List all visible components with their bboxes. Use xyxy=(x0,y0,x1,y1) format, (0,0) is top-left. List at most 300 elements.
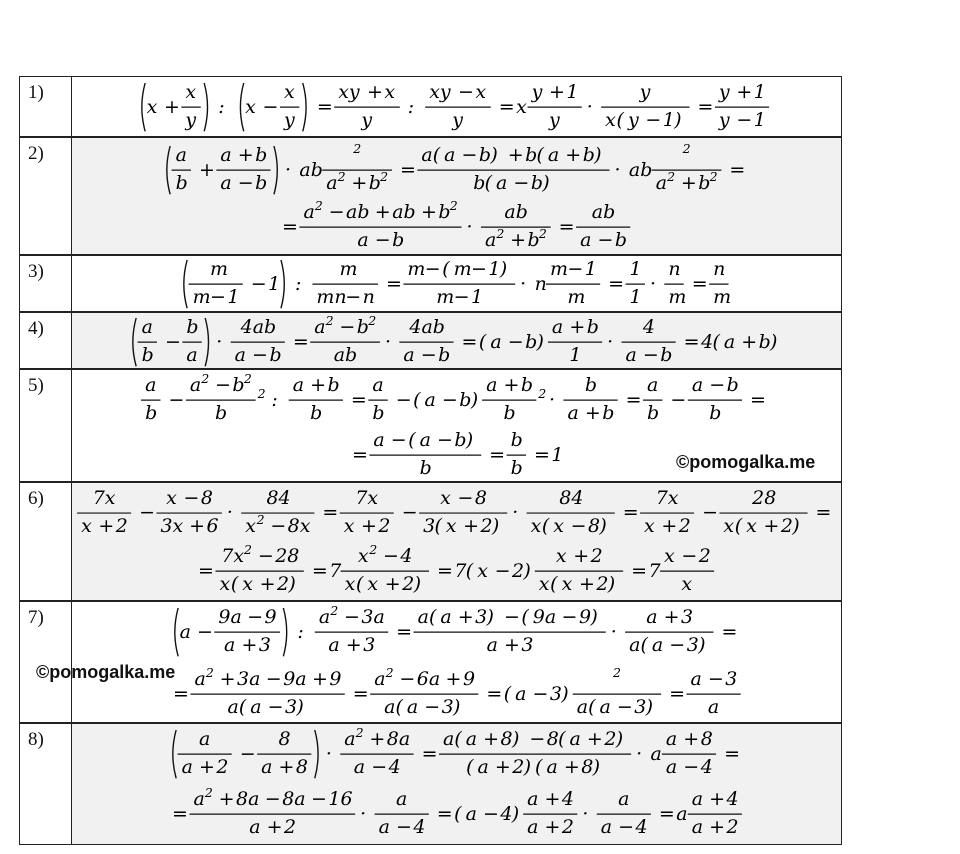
svg-text:=: = xyxy=(697,95,714,118)
svg-text:2: 2 xyxy=(201,372,210,386)
svg-text:8: 8 xyxy=(295,755,308,778)
svg-text:b: b xyxy=(392,228,405,251)
svg-text:+: + xyxy=(503,633,520,656)
svg-text:2: 2 xyxy=(480,514,493,537)
svg-text:a: a xyxy=(444,143,456,166)
svg-text:m: m xyxy=(453,257,472,280)
svg-text:a: a xyxy=(419,428,432,451)
svg-text:−: − xyxy=(461,143,478,166)
svg-text:2: 2 xyxy=(402,572,415,595)
svg-text:84: 84 xyxy=(265,486,291,509)
svg-text::: : xyxy=(297,620,304,643)
svg-text:−: − xyxy=(645,108,662,131)
problem-number: 2) xyxy=(20,138,72,254)
svg-text:−: − xyxy=(375,228,392,251)
svg-text:(: ( xyxy=(465,755,474,778)
svg-text:(: ( xyxy=(454,727,462,750)
svg-text:ab: ab xyxy=(392,200,417,223)
problem-number: 5) xyxy=(20,370,72,481)
svg-text:4: 4 xyxy=(561,787,574,810)
svg-text:=: = xyxy=(351,388,368,411)
svg-text:(: ( xyxy=(557,727,566,750)
solution-line xyxy=(72,727,841,781)
svg-text:2: 2 xyxy=(709,168,718,184)
svg-text:=: = xyxy=(282,215,299,238)
svg-text:−: − xyxy=(458,80,475,103)
svg-text:+: + xyxy=(494,755,511,778)
svg-text:ab: ab xyxy=(592,200,616,223)
svg-text:ab: ab xyxy=(346,200,370,223)
svg-text:m: m xyxy=(209,257,228,280)
svg-text:b: b xyxy=(478,143,492,166)
svg-text:x: x xyxy=(745,514,757,537)
svg-text:a: a xyxy=(465,727,477,750)
svg-text:−: − xyxy=(262,95,279,118)
svg-text:b: b xyxy=(356,315,369,338)
svg-text:ab: ab xyxy=(628,158,653,181)
solution-line xyxy=(72,200,841,254)
svg-text:a: a xyxy=(514,682,527,705)
svg-text:2: 2 xyxy=(355,726,364,740)
svg-text:a: a xyxy=(181,755,193,778)
svg-text:a: a xyxy=(617,787,629,810)
svg-text:ab: ab xyxy=(299,158,323,181)
svg-text:b: b xyxy=(255,171,268,194)
svg-text:=: = xyxy=(622,501,639,524)
svg-text:+: + xyxy=(507,143,524,166)
solution-line xyxy=(72,80,841,134)
svg-text:b: b xyxy=(368,171,381,194)
svg-text:−: − xyxy=(442,388,459,411)
svg-text:): ) xyxy=(296,695,304,718)
svg-text:3: 3 xyxy=(422,514,435,537)
svg-text:−: − xyxy=(707,667,724,690)
solution-content xyxy=(72,483,841,600)
svg-text:b: b xyxy=(524,330,538,353)
svg-text:n: n xyxy=(534,272,547,295)
svg-text:y: y xyxy=(284,108,296,131)
svg-text:−: − xyxy=(503,605,520,628)
svg-text:b: b xyxy=(186,315,199,338)
math-expression xyxy=(276,200,636,254)
svg-text:m: m xyxy=(549,257,568,280)
svg-text:): ) xyxy=(674,108,682,131)
svg-text:9: 9 xyxy=(329,667,342,690)
svg-text:x: x xyxy=(165,486,177,509)
svg-text:4: 4 xyxy=(700,330,713,353)
svg-text:−: − xyxy=(453,285,470,308)
svg-text:2: 2 xyxy=(377,514,390,537)
svg-text:m: m xyxy=(435,285,454,308)
svg-text:a: a xyxy=(373,428,385,451)
svg-text:a: a xyxy=(477,755,489,778)
svg-text:(: ( xyxy=(433,514,442,537)
svg-text:−: − xyxy=(390,428,407,451)
svg-text:+: + xyxy=(421,200,438,223)
solution-line xyxy=(72,787,841,841)
svg-text:·: · xyxy=(614,158,621,181)
svg-text:(: ( xyxy=(536,143,544,166)
svg-text:+: + xyxy=(462,514,479,537)
svg-text:−: − xyxy=(398,667,415,690)
svg-text:+: + xyxy=(266,815,283,838)
svg-text:3: 3 xyxy=(549,682,562,705)
svg-text:2: 2 xyxy=(596,572,609,595)
problem-number: 8) xyxy=(20,724,72,844)
svg-text:−: − xyxy=(344,285,361,308)
svg-text:b: b xyxy=(437,343,451,366)
svg-text:+: + xyxy=(360,514,377,537)
svg-text:a: a xyxy=(526,787,538,810)
svg-text:m: m xyxy=(668,285,687,308)
svg-text:b: b xyxy=(758,330,771,353)
svg-text:b: b xyxy=(530,171,544,194)
solution-line xyxy=(72,257,841,311)
svg-text:a: a xyxy=(526,815,538,838)
svg-text:x: x xyxy=(185,80,197,103)
svg-text:): ) xyxy=(288,572,297,595)
svg-text:a: a xyxy=(406,695,418,718)
svg-text:2: 2 xyxy=(315,199,324,213)
svg-text:−: − xyxy=(339,315,356,338)
svg-text:m: m xyxy=(712,285,731,308)
svg-text:·: · xyxy=(610,620,617,643)
svg-text:): ) xyxy=(769,330,778,353)
svg-text:a: a xyxy=(547,143,560,166)
svg-text:b: b xyxy=(454,428,467,451)
svg-text:(: ( xyxy=(238,695,246,718)
svg-text:b: b xyxy=(269,343,282,366)
svg-text:+: + xyxy=(586,727,603,750)
svg-text:ab: ab xyxy=(333,343,357,366)
svg-text:a: a xyxy=(442,727,455,750)
svg-text:+: + xyxy=(345,633,362,656)
svg-text:b: b xyxy=(310,401,323,424)
svg-text:2: 2 xyxy=(604,727,617,750)
svg-text:x: x xyxy=(367,572,379,595)
svg-text:2: 2 xyxy=(330,604,339,618)
svg-text:+: + xyxy=(367,80,384,103)
svg-text:y: y xyxy=(531,80,543,103)
svg-text:a: a xyxy=(227,695,239,718)
svg-text:y: y xyxy=(719,80,731,103)
svg-text:+: + xyxy=(680,171,697,194)
svg-text:−: − xyxy=(513,171,530,194)
svg-text:=: = xyxy=(317,95,334,118)
svg-text:2: 2 xyxy=(591,544,604,567)
svg-text:b: b xyxy=(232,373,245,396)
svg-text:−: − xyxy=(250,272,267,295)
svg-text:3: 3 xyxy=(441,695,454,718)
svg-text:a: a xyxy=(576,695,588,718)
svg-text:a: a xyxy=(328,633,340,656)
svg-text:9: 9 xyxy=(578,605,592,628)
math-expression xyxy=(162,143,751,197)
svg-text:8: 8 xyxy=(500,727,513,750)
svg-text:−: − xyxy=(642,343,659,366)
svg-text:4: 4 xyxy=(642,315,655,338)
svg-text:x: x xyxy=(561,572,573,595)
svg-text:x: x xyxy=(681,572,693,595)
math-expression xyxy=(168,727,746,781)
math-expression xyxy=(167,667,747,721)
svg-text:+: + xyxy=(445,667,462,690)
svg-text:1: 1 xyxy=(488,257,501,280)
svg-text:4ab: 4ab xyxy=(240,315,276,338)
svg-text:): ) xyxy=(465,428,474,451)
solution-row xyxy=(19,482,842,601)
svg-text:=: = xyxy=(352,682,369,705)
problem-number: 7) xyxy=(20,602,72,722)
svg-text:+: + xyxy=(585,401,602,424)
svg-text:=: = xyxy=(729,158,746,181)
svg-text:b: b xyxy=(585,373,598,396)
solution-row xyxy=(19,312,842,369)
svg-text:a: a xyxy=(318,605,331,628)
svg-text:1: 1 xyxy=(566,80,579,103)
svg-text:a: a xyxy=(625,343,637,366)
svg-text:+: + xyxy=(351,171,368,194)
svg-text:(: ( xyxy=(428,605,437,628)
svg-text:8: 8 xyxy=(278,727,291,750)
svg-text:1: 1 xyxy=(754,80,767,103)
svg-text:a: a xyxy=(665,727,677,750)
svg-text:a: a xyxy=(145,373,157,396)
svg-text:+: + xyxy=(569,315,585,338)
svg-text:+: + xyxy=(563,755,580,778)
solution-line xyxy=(72,315,841,369)
problem-number: 3) xyxy=(20,256,72,311)
svg-text:a: a xyxy=(490,330,502,353)
math-expression xyxy=(137,80,775,134)
svg-text:1: 1 xyxy=(663,108,676,131)
svg-text:b: b xyxy=(215,401,228,424)
svg-text:x: x xyxy=(358,544,369,567)
svg-text:−: − xyxy=(561,605,578,628)
svg-text:1: 1 xyxy=(629,285,642,308)
svg-text:x: x xyxy=(219,572,231,595)
svg-text:b: b xyxy=(175,171,188,194)
svg-text:x: x xyxy=(475,80,487,103)
svg-text:a: a xyxy=(646,605,658,628)
svg-text:): ) xyxy=(490,143,498,166)
svg-text:=: = xyxy=(198,559,215,582)
svg-text:·: · xyxy=(466,215,473,238)
svg-text:6a: 6a xyxy=(416,667,440,690)
svg-text:−: − xyxy=(344,605,360,628)
svg-text:a: a xyxy=(372,373,384,396)
svg-text:84: 84 xyxy=(558,486,583,509)
svg-text:−: − xyxy=(709,373,726,396)
svg-text::: : xyxy=(408,95,415,118)
svg-text:−: − xyxy=(258,544,275,567)
math-expression xyxy=(77,486,837,540)
svg-text:x: x xyxy=(539,572,550,595)
svg-text:): ) xyxy=(414,572,422,595)
svg-text:−: − xyxy=(420,343,437,366)
svg-text:+: + xyxy=(544,787,560,810)
svg-text:2: 2 xyxy=(726,815,739,838)
svg-text:x: x xyxy=(643,514,655,537)
svg-text:−: − xyxy=(456,486,473,509)
svg-text:3: 3 xyxy=(681,605,694,628)
svg-text:−: − xyxy=(567,257,583,280)
svg-text:a: a xyxy=(691,815,703,838)
svg-text:(: ( xyxy=(640,633,648,656)
svg-text:·: · xyxy=(519,272,526,295)
svg-text:a: a xyxy=(496,171,508,194)
svg-text:b: b xyxy=(503,401,516,424)
svg-text:−: − xyxy=(138,501,155,524)
svg-text:b: b xyxy=(473,171,486,194)
svg-text:): ) xyxy=(590,605,598,628)
svg-text:+: + xyxy=(503,373,520,396)
svg-text:9a: 9a xyxy=(532,605,557,628)
svg-text:): ) xyxy=(536,330,544,353)
svg-text:a: a xyxy=(647,373,659,396)
solution-row xyxy=(19,76,842,137)
svg-text:·: · xyxy=(285,158,292,181)
svg-text:2: 2 xyxy=(561,815,574,838)
svg-text:+: + xyxy=(579,572,596,595)
svg-text:a: a xyxy=(220,143,232,166)
svg-text:x: x xyxy=(244,514,256,537)
svg-text:2: 2 xyxy=(450,199,459,213)
svg-text:=: = xyxy=(292,330,309,353)
svg-text:x: x xyxy=(552,514,564,537)
svg-text:): ) xyxy=(511,727,520,750)
svg-text:a: a xyxy=(421,143,433,166)
svg-text:7x: 7x xyxy=(221,544,245,567)
svg-text:b: b xyxy=(709,401,722,424)
svg-text:=: = xyxy=(461,330,478,353)
svg-text:a: a xyxy=(424,388,437,411)
svg-text:): ) xyxy=(523,559,532,582)
svg-text:3: 3 xyxy=(475,605,488,628)
svg-text:+: + xyxy=(663,605,680,628)
svg-text:y: y xyxy=(549,108,561,131)
svg-text:3: 3 xyxy=(724,667,737,690)
svg-text:8: 8 xyxy=(587,514,600,537)
svg-text:−: − xyxy=(239,742,256,765)
svg-text:1: 1 xyxy=(267,272,280,295)
svg-text:b: b xyxy=(726,373,740,396)
svg-text:1: 1 xyxy=(551,443,564,466)
svg-text:+: + xyxy=(311,667,328,690)
svg-text:·: · xyxy=(635,742,642,765)
svg-text:b: b xyxy=(582,143,595,166)
svg-text:3: 3 xyxy=(363,633,376,656)
svg-text:x: x xyxy=(345,572,356,595)
svg-text:=: = xyxy=(437,559,454,582)
svg-text:2: 2 xyxy=(216,755,229,778)
svg-text:4: 4 xyxy=(499,802,512,825)
svg-text:2: 2 xyxy=(538,385,547,401)
svg-text:a: a xyxy=(175,143,187,166)
solution-row xyxy=(19,137,842,255)
svg-text:8a: 8a xyxy=(281,787,306,810)
svg-text:·: · xyxy=(606,330,613,353)
svg-text:a: a xyxy=(234,343,246,366)
solution-line xyxy=(72,143,841,197)
svg-text:ab: ab xyxy=(504,200,529,223)
svg-text:b: b xyxy=(327,373,340,396)
svg-text:=: = xyxy=(534,443,550,466)
svg-text:a: a xyxy=(600,815,612,838)
svg-text:): ) xyxy=(698,633,706,656)
svg-text:−: − xyxy=(669,633,686,656)
svg-text:=: = xyxy=(625,388,642,411)
svg-text:+: + xyxy=(544,815,560,838)
svg-text:2: 2 xyxy=(496,225,505,241)
svg-text:x: x xyxy=(445,514,457,537)
svg-text:b: b xyxy=(586,315,599,338)
svg-text:2: 2 xyxy=(512,559,525,582)
svg-text:+: + xyxy=(683,727,699,750)
svg-text:28: 28 xyxy=(751,486,776,509)
svg-text:7: 7 xyxy=(454,559,467,582)
svg-text:a: a xyxy=(353,755,365,778)
svg-text:a: a xyxy=(651,633,664,656)
svg-text:x: x xyxy=(516,95,528,118)
svg-text:3a: 3a xyxy=(236,667,261,690)
svg-text:(: ( xyxy=(534,755,543,778)
svg-text:+: + xyxy=(708,787,725,810)
svg-text:2: 2 xyxy=(511,755,525,778)
svg-text:2: 2 xyxy=(380,168,389,184)
svg-text:=: = xyxy=(658,802,675,825)
svg-text:−: − xyxy=(209,285,226,308)
svg-text:+: + xyxy=(549,80,566,103)
svg-text:xy: xy xyxy=(429,80,452,103)
svg-text:b: b xyxy=(419,456,432,479)
svg-text:7x: 7x xyxy=(655,486,678,509)
svg-text:+: + xyxy=(375,200,392,223)
svg-text:a: a xyxy=(629,633,641,656)
svg-text:4: 4 xyxy=(412,815,425,838)
svg-text:b: b xyxy=(510,456,523,479)
svg-text:3x: 3x xyxy=(159,514,183,537)
svg-text:y: y xyxy=(719,108,731,131)
svg-text:−: − xyxy=(423,695,440,718)
svg-text:y: y xyxy=(640,80,651,103)
math-expression xyxy=(192,544,720,598)
svg-text:+: + xyxy=(218,787,235,810)
svg-text:x: x xyxy=(80,514,92,537)
problem-number: 4) xyxy=(20,313,72,368)
math-expression xyxy=(166,787,748,841)
svg-text:b: b xyxy=(145,401,158,424)
svg-text:4: 4 xyxy=(400,544,413,567)
solution-content xyxy=(72,77,841,136)
solution-line xyxy=(72,605,841,659)
svg-text:): ) xyxy=(499,257,507,280)
svg-text:·: · xyxy=(384,330,391,353)
svg-text:xy: xy xyxy=(338,80,361,103)
watermark-text: ©pomogalka.me xyxy=(36,662,176,682)
svg-text:−: − xyxy=(683,755,699,778)
svg-text:m: m xyxy=(567,285,586,308)
svg-text:8: 8 xyxy=(474,486,487,509)
svg-text:+: + xyxy=(97,514,114,537)
svg-text:6: 6 xyxy=(206,514,219,537)
solution-line xyxy=(72,544,841,598)
svg-text:2: 2 xyxy=(337,168,346,184)
svg-text:b: b xyxy=(698,171,711,194)
svg-text:a: a xyxy=(486,633,498,656)
svg-text:−: − xyxy=(383,544,400,567)
svg-text::: : xyxy=(271,388,279,411)
